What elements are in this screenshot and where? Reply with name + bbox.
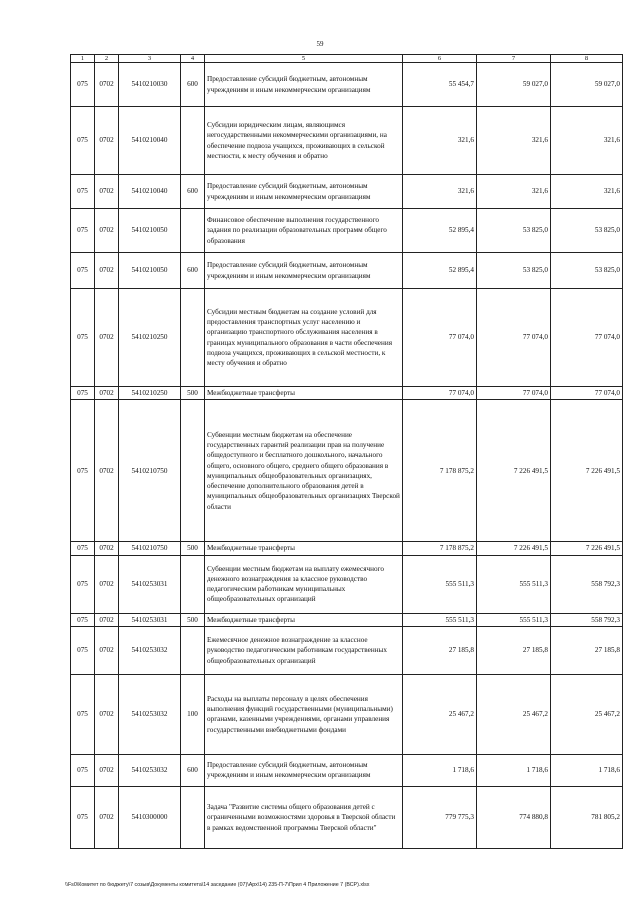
amount-year2-cell: 53 825,0 — [477, 209, 551, 253]
table-row — [71, 786, 623, 848]
section-code-cell: 0702 — [95, 209, 119, 253]
table-row — [71, 63, 623, 107]
description-cell: Субвенции местным бюджетам на обеспечение государственных гарантий реализации прав на получение общедоступного и бесплатного дошкольного, начального общего, основного общего, среднего общего образования в муниципальных общеобразовательных организациях, обеспечение дополнительного образования детей в муниципальных общеобразовательных организациях Тверской области — [205, 400, 403, 542]
section-code-cell: 0702 — [95, 253, 119, 289]
grbs-code-cell: 075 — [71, 63, 95, 107]
description-cell: Предоставление субсидий бюджетным, автономным учреждениям и иным некоммерческим организациям — [205, 63, 403, 107]
description-cell: Ежемесячное денежное вознаграждение за классное руководство педагогическим работникам государственных общеобразовательных организаций — [205, 626, 403, 674]
amount-year2-cell: 77 074,0 — [477, 387, 551, 400]
amount-year1-cell: 321,6 — [403, 107, 477, 175]
column-number: 8 — [551, 55, 623, 63]
target-article-cell: 5410253031 — [119, 613, 181, 626]
footer-file-path: \\Fs0\Комитет по бюджету\7 созыв\Документы комитета\14 заседание (07)\Арх\14) 235-П-7\Прил 4 Приложение 7 (ВСР).xlsx — [65, 882, 370, 888]
table-row — [71, 754, 623, 786]
amount-year3-cell: 77 074,0 — [551, 289, 623, 387]
description-cell: Межбюджетные трансферты — [205, 387, 403, 400]
amount-year1-cell: 52 895,4 — [403, 209, 477, 253]
table-row — [71, 387, 623, 400]
grbs-code-cell: 075 — [71, 400, 95, 542]
amount-year1-cell: 779 775,3 — [403, 786, 477, 848]
section-code-cell: 0702 — [95, 107, 119, 175]
amount-year1-cell: 77 074,0 — [403, 289, 477, 387]
description-cell: Расходы на выплаты персоналу в целях обеспечения выполнения функций государственными (муниципальными) органами, казенными учреждениями, органами управления государственными внебюджетными фондами — [205, 674, 403, 754]
table-row — [71, 175, 623, 209]
description-cell: Межбюджетные трансферты — [205, 542, 403, 555]
amount-year3-cell: 321,6 — [551, 107, 623, 175]
section-code-cell: 0702 — [95, 613, 119, 626]
amount-year2-cell: 555 511,3 — [477, 613, 551, 626]
description-cell: Субсидии юридическим лицам, являющимся негосударственными некоммерческими организациями, на обеспечение подвоза учащихся, проживающих в сельской местности, к месту обучения и обратно — [205, 107, 403, 175]
section-code-cell: 0702 — [95, 786, 119, 848]
section-code-cell: 0702 — [95, 542, 119, 555]
expense-type-cell: 600 — [181, 175, 205, 209]
amount-year1-cell: 52 895,4 — [403, 253, 477, 289]
amount-year2-cell: 27 185,8 — [477, 626, 551, 674]
amount-year2-cell: 555 511,3 — [477, 555, 551, 613]
expense-type-cell: 500 — [181, 613, 205, 626]
grbs-code-cell: 075 — [71, 674, 95, 754]
description-cell: Предоставление субсидий бюджетным, автономным учреждениям и иным некоммерческим организациям — [205, 754, 403, 786]
amount-year3-cell: 59 027,0 — [551, 63, 623, 107]
target-article-cell: 5410253032 — [119, 754, 181, 786]
target-article-cell: 5410210040 — [119, 107, 181, 175]
target-article-cell: 5410210050 — [119, 209, 181, 253]
description-cell: Финансовое обеспечение выполнения государственного задания по реализации образовательных программ общего образования — [205, 209, 403, 253]
grbs-code-cell: 075 — [71, 542, 95, 555]
target-article-cell: 5410300000 — [119, 786, 181, 848]
column-number: 1 — [71, 55, 95, 63]
amount-year3-cell: 558 792,3 — [551, 613, 623, 626]
expense-type-cell: 600 — [181, 754, 205, 786]
target-article-cell: 5410210040 — [119, 175, 181, 209]
expense-type-cell — [181, 786, 205, 848]
expense-type-cell: 500 — [181, 542, 205, 555]
grbs-code-cell: 075 — [71, 107, 95, 175]
amount-year3-cell: 53 825,0 — [551, 209, 623, 253]
table-row — [71, 555, 623, 613]
target-article-cell: 5410253031 — [119, 555, 181, 613]
amount-year2-cell: 25 467,2 — [477, 674, 551, 754]
target-article-cell: 5410210250 — [119, 387, 181, 400]
budget-table — [70, 54, 623, 849]
table-row — [71, 400, 623, 542]
table-row — [71, 209, 623, 253]
column-number: 6 — [403, 55, 477, 63]
column-number: 2 — [95, 55, 119, 63]
amount-year3-cell: 25 467,2 — [551, 674, 623, 754]
description-cell: Задача "Развитие системы общего образования детей с ограниченными возможностями здоровья в Тверской области в рамках ведомственной программы Тверской области" — [205, 786, 403, 848]
expense-type-cell — [181, 555, 205, 613]
target-article-cell: 5410210030 — [119, 63, 181, 107]
section-code-cell: 0702 — [95, 754, 119, 786]
grbs-code-cell: 075 — [71, 754, 95, 786]
description-cell: Предоставление субсидий бюджетным, автономным учреждениям и иным некоммерческим организациям — [205, 253, 403, 289]
amount-year2-cell: 59 027,0 — [477, 63, 551, 107]
expense-type-cell: 600 — [181, 253, 205, 289]
amount-year1-cell: 1 718,6 — [403, 754, 477, 786]
grbs-code-cell: 075 — [71, 209, 95, 253]
target-article-cell: 5410210050 — [119, 253, 181, 289]
amount-year1-cell: 7 178 875,2 — [403, 542, 477, 555]
amount-year1-cell: 555 511,3 — [403, 555, 477, 613]
grbs-code-cell: 075 — [71, 175, 95, 209]
amount-year3-cell: 558 792,3 — [551, 555, 623, 613]
target-article-cell: 5410210750 — [119, 542, 181, 555]
amount-year2-cell: 1 718,6 — [477, 754, 551, 786]
grbs-code-cell: 075 — [71, 786, 95, 848]
grbs-code-cell: 075 — [71, 555, 95, 613]
grbs-code-cell: 075 — [71, 613, 95, 626]
section-code-cell: 0702 — [95, 289, 119, 387]
column-number: 5 — [205, 55, 403, 63]
amount-year3-cell: 7 226 491,5 — [551, 542, 623, 555]
section-code-cell: 0702 — [95, 387, 119, 400]
amount-year2-cell: 321,6 — [477, 107, 551, 175]
expense-type-cell — [181, 107, 205, 175]
section-code-cell: 0702 — [95, 63, 119, 107]
table-row — [71, 107, 623, 175]
amount-year1-cell: 27 185,8 — [403, 626, 477, 674]
column-number: 4 — [181, 55, 205, 63]
amount-year2-cell: 774 880,8 — [477, 786, 551, 848]
grbs-code-cell: 075 — [71, 289, 95, 387]
amount-year1-cell: 555 511,3 — [403, 613, 477, 626]
expense-type-cell: 500 — [181, 387, 205, 400]
expense-type-cell — [181, 289, 205, 387]
column-number: 3 — [119, 55, 181, 63]
amount-year3-cell: 7 226 491,5 — [551, 400, 623, 542]
section-code-cell: 0702 — [95, 674, 119, 754]
target-article-cell: 5410210750 — [119, 400, 181, 542]
amount-year2-cell: 7 226 491,5 — [477, 542, 551, 555]
grbs-code-cell: 075 — [71, 253, 95, 289]
amount-year3-cell: 781 805,2 — [551, 786, 623, 848]
table-row — [71, 613, 623, 626]
amount-year1-cell: 55 454,7 — [403, 63, 477, 107]
amount-year3-cell: 1 718,6 — [551, 754, 623, 786]
description-cell: Субсидии местным бюджетам на создание условий для предоставления транспортных услуг населению и организацию транспортного обслуживания населения в границах муниципального образования в части обеспечения подвоза учащихся, проживающих в сельской местности, к месту обучения и обратно — [205, 289, 403, 387]
expense-type-cell: 100 — [181, 674, 205, 754]
expense-type-cell — [181, 400, 205, 542]
description-cell: Предоставление субсидий бюджетным, автономным учреждениям и иным некоммерческим организациям — [205, 175, 403, 209]
amount-year3-cell: 53 825,0 — [551, 253, 623, 289]
target-article-cell: 5410253032 — [119, 626, 181, 674]
expense-type-cell — [181, 209, 205, 253]
amount-year3-cell: 321,6 — [551, 175, 623, 209]
section-code-cell: 0702 — [95, 400, 119, 542]
amount-year1-cell: 321,6 — [403, 175, 477, 209]
amount-year2-cell: 7 226 491,5 — [477, 400, 551, 542]
table-row — [71, 542, 623, 555]
amount-year2-cell: 321,6 — [477, 175, 551, 209]
expense-type-cell: 600 — [181, 63, 205, 107]
table-row — [71, 674, 623, 754]
target-article-cell: 5410253032 — [119, 674, 181, 754]
grbs-code-cell: 075 — [71, 387, 95, 400]
section-code-cell: 0702 — [95, 555, 119, 613]
grbs-code-cell: 075 — [71, 626, 95, 674]
column-number: 7 — [477, 55, 551, 63]
amount-year1-cell: 25 467,2 — [403, 674, 477, 754]
amount-year3-cell: 77 074,0 — [551, 387, 623, 400]
amount-year3-cell: 27 185,8 — [551, 626, 623, 674]
section-code-cell: 0702 — [95, 175, 119, 209]
amount-year1-cell: 77 074,0 — [403, 387, 477, 400]
table-row — [71, 289, 623, 387]
table-row — [71, 626, 623, 674]
target-article-cell: 5410210250 — [119, 289, 181, 387]
amount-year2-cell: 53 825,0 — [477, 253, 551, 289]
amount-year1-cell: 7 178 875,2 — [403, 400, 477, 542]
section-code-cell: 0702 — [95, 626, 119, 674]
amount-year2-cell: 77 074,0 — [477, 289, 551, 387]
column-number-row — [71, 55, 623, 63]
description-cell: Межбюджетные трансферты — [205, 613, 403, 626]
description-cell: Субвенции местным бюджетам на выплату ежемесячного денежного вознаграждения за классное руководство педагогическим работникам муниципальных общеобразовательных организаций — [205, 555, 403, 613]
page-number: 59 — [316, 40, 324, 48]
table-row — [71, 253, 623, 289]
expense-type-cell — [181, 626, 205, 674]
